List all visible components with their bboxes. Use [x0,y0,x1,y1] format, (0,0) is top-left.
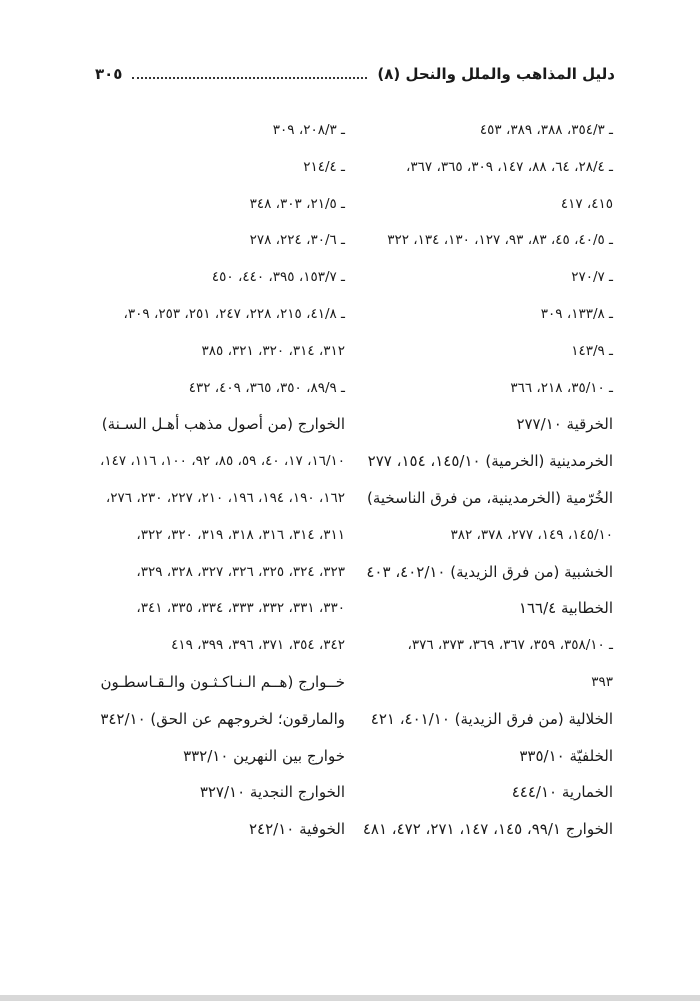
index-entry: الخوارج (من أصول مذهب أهـل السـنة) [101,415,345,434]
index-entry: ٣٤٢، ٣٥٤، ٣٧١، ٣٩٦، ٣٩٩، ٤١٩ [171,637,345,654]
index-entry: الخشبية (من فرق الزيدية) ٤٠٢/١٠، ٤٠٣ [366,562,613,581]
index-entry: ـ ٣٥٤/٣، ٣٨٨، ٣٨٩، ٤٥٣ [479,122,613,138]
index-entry: ـ ٢١/٥، ٣٠٣، ٣٤٨ [249,195,345,212]
index-entry: ٣٩٣ [591,673,613,690]
index-entry: ٣١٢، ٣١٤، ٣٢٠، ٣٢١، ٣٨٥ [201,342,345,359]
index-column-right [313,112,613,848]
book-title: دليل المذاهب والملل والنحل (٨) [377,65,615,83]
page-number: ٣٠٥ [95,65,123,83]
index-entry: ـ ٨٩/٩، ٣٥٠، ٣٦٥، ٤٠٩، ٤٣٢ [188,379,345,396]
index-entry: ـ ٢٨/٤، ٦٤، ٨٨، ١٤٧، ٣٠٩، ٣٦٥، ٣٦٧، [406,158,613,175]
index-entry: الخمارية ٤٤٤/١٠ [511,783,613,802]
index-entry: ٤١٥، ٤١٧ [560,195,613,212]
index-entry: ـ ٣٥/١٠، ٢١٨، ٣٦٦ [510,379,613,396]
index-entry: الخلفيّة ٣٣٥/١٠ [519,746,613,765]
index-entry: الخُرّمية (الخرمدينية، من فرق الناسخية) [367,488,613,507]
index-entry: ـ ٢٠٨/٣، ٣٠٩ [272,122,345,138]
index-entry: ـ ١٣٣/٨، ٣٠٩ [540,305,613,322]
index-column-left [85,112,345,848]
index-entry: ١٦/١٠، ١٧، ٤٠، ٥٩، ٨٥، ٩٢، ١٠٠، ١١٦، ١٤٧، [99,453,345,470]
index-entry: ـ ٤٠/٥، ٤٥، ٨٣، ٩٣، ١٢٧، ١٣٠، ١٣٤، ٣٢٢ [387,232,613,249]
index-entry: ـ ٣٥٨/١٠، ٣٥٩، ٣٦٧، ٣٦٩، ٣٧٣، ٣٧٦، [407,637,613,654]
index-entry: والمارقون؛ لخروجهم عن الحق) ٣٤٢/١٠ [100,709,345,728]
index-entry: الخطابية ١٦٦/٤ [518,599,613,618]
index-entry: ٣٣٠، ٣٣١، ٣٣٢، ٣٣٣، ٣٣٤، ٣٣٥، ٣٤١، [136,600,345,617]
index-entry: ـ ١٤٣/٩ [571,342,613,359]
index-entry: ـ ٢٧٠/٧ [571,269,613,286]
index-entry: ـ ٤١/٨، ٢١٥، ٢٢٨، ٢٤٧، ٢٥١، ٢٥٣، ٣٠٩، [123,305,345,322]
index-entry: ١٤٥/١٠، ١٤٩، ٢٧٧، ٣٧٨، ٣٨٢ [450,526,613,543]
index-entry: الخوفية ٢٤٢/١٠ [248,820,345,839]
page-bottom-edge [0,995,700,1001]
index-entry: الخلالية (من فرق الزيدية) ٤٠١/١٠، ٤٢١ [370,709,613,728]
index-entry: خوارج بين النهرين ٣٣٢/١٠ [183,746,345,765]
index-entry: الخوارج ٩٩/١، ١٤٥، ١٤٧، ٢٧١، ٤٧٢، ٤٨١ [362,820,613,839]
index-entry: ١٦٢، ١٩٠، ١٩٤، ١٩٦، ٢١٠، ٢٢٧، ٢٣٠، ٢٧٦، [105,489,345,506]
index-entry: خــوارج (هــم الـنـاكـثـون والـقـاسطـون [100,672,345,691]
index-entry: ـ ١٥٣/٧، ٣٩٥، ٤٤٠، ٤٥٠ [211,269,345,286]
index-entry: الخرمدينية (الخرمية) ١٤٥/١٠، ١٥٤، ٢٧٧ [367,452,613,471]
dot-leader [132,77,367,79]
index-entry: ٣١١، ٣١٤، ٣١٦، ٣١٨، ٣١٩، ٣٢٠، ٣٢٢، [136,526,345,543]
index-entry: الخوارج النجدية ٣٢٧/١٠ [199,783,345,802]
index-entry: ـ ٣٠/٦، ٢٢٤، ٢٧٨ [249,232,345,249]
index-entry: ٣٢٣، ٣٢٤، ٣٢٥، ٣٢٦، ٣٢٧، ٣٢٨، ٣٢٩، [136,563,345,580]
index-entry: ـ ٢١٤/٤ [303,158,345,175]
running-header [95,60,615,88]
index-entry: الخرقية ٢٧٧/١٠ [516,415,613,434]
